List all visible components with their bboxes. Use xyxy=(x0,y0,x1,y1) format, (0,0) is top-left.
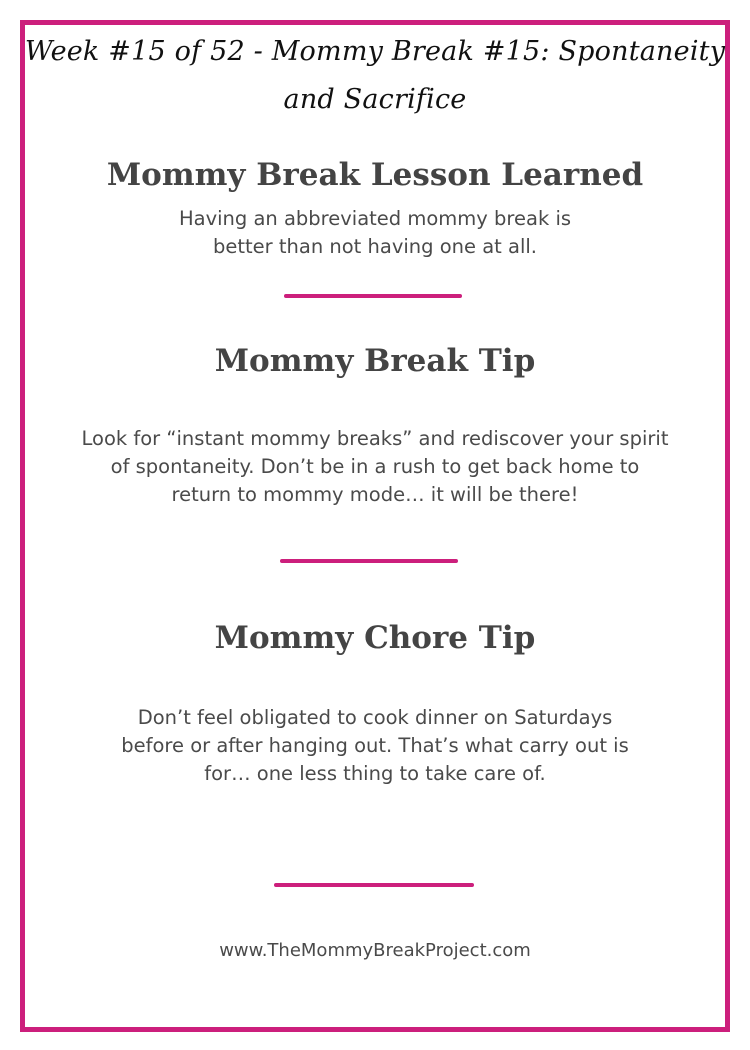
section-heading-break-tip: Mommy Break Tip xyxy=(214,343,536,379)
body-line: of spontaneity. Don’t be in a rush to get back home to xyxy=(110,455,640,478)
divider-1 xyxy=(284,294,462,298)
body-line: Look for “instant mommy breaks” and rediscover your spirit xyxy=(81,427,669,450)
body-line: Don’t feel obligated to cook dinner on Saturdays xyxy=(137,706,613,729)
body-line: before or after hanging out. That’s what carry out is xyxy=(121,734,629,757)
page-title xyxy=(0,28,750,124)
website-url: www.TheMommyBreakProject.com xyxy=(219,940,531,961)
body-line: Having an abbreviated mommy break is xyxy=(178,207,572,230)
section-body-chore-tip xyxy=(0,704,750,788)
section-heading-lesson-learned: Mommy Break Lesson Learned xyxy=(106,157,644,193)
page-title-line-2: and Sacrifice xyxy=(283,84,467,115)
section-body-lesson-learned xyxy=(0,205,750,261)
divider-3 xyxy=(274,883,474,887)
body-line: return to mommy mode… it will be there! xyxy=(171,483,579,506)
section-heading-chore-tip: Mommy Chore Tip xyxy=(214,620,536,656)
section-body-break-tip xyxy=(0,425,750,509)
divider-2 xyxy=(280,559,458,563)
page-title-line-1: Week #15 of 52 - Mommy Break #15: Spontaneity xyxy=(24,36,726,67)
body-line: better than not having one at all. xyxy=(213,235,537,258)
body-line: for… one less thing to take care of. xyxy=(204,762,546,785)
